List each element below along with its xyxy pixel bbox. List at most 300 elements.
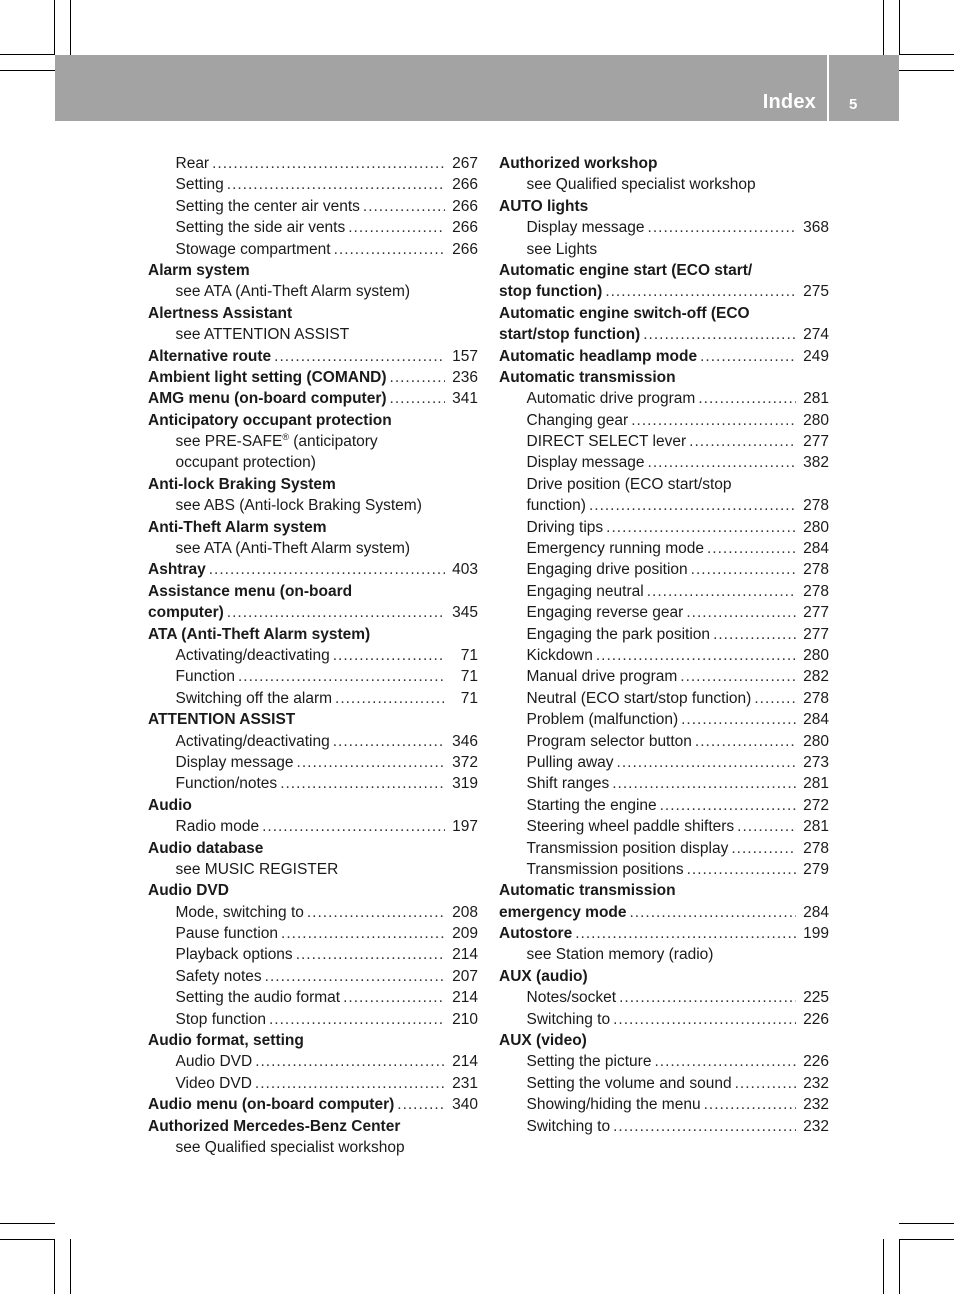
dot-leader — [269, 1009, 445, 1030]
index-entry-text: Activating/deactivating — [175, 732, 330, 750]
index-entry-text: Authorized workshop — [499, 155, 658, 172]
index-page-ref: 277 — [803, 433, 829, 451]
dot-leader — [333, 731, 445, 752]
index-entry-text: Alarm system — [148, 261, 250, 279]
index-entry — [499, 303, 829, 324]
dot-leader — [735, 1073, 796, 1094]
dot-leader — [648, 452, 796, 473]
index-page-ref: 232 — [803, 1096, 829, 1114]
index-entry-text: see ABS (Anti-lock Braking System) — [175, 497, 422, 515]
dot-leader — [686, 602, 796, 623]
index-page-ref: 319 — [452, 775, 478, 793]
dot-leader — [605, 281, 796, 302]
index-entry — [148, 474, 478, 495]
index-entry-text: Switching to — [526, 1010, 611, 1028]
dot-leader — [731, 838, 796, 859]
dot-leader — [707, 538, 796, 559]
index-entry — [499, 153, 829, 174]
index-page-ref: 71 — [460, 668, 478, 686]
index-entry — [148, 816, 478, 837]
index-page-ref: 266 — [452, 197, 478, 215]
index-entry — [148, 902, 478, 923]
index-entry — [148, 346, 478, 367]
index-entry-text: Assistance menu (on-board — [148, 582, 353, 600]
crop-mark — [899, 70, 954, 71]
index-entry-text: Automatic engine start (ECO start/ — [499, 261, 753, 279]
index-entry-text: Transmission position display — [526, 839, 729, 857]
index-entry — [499, 859, 829, 880]
index-entry-text: DIRECT SELECT lever — [526, 433, 687, 451]
index-page-ref: 284 — [803, 711, 829, 729]
index-page-ref: 340 — [452, 1096, 478, 1114]
index-entry — [148, 773, 478, 794]
index-page-ref: 231 — [452, 1074, 478, 1092]
index-page-ref: 281 — [803, 818, 829, 836]
index-entry-text: Engaging the park position — [526, 625, 711, 643]
index-page-ref: 249 — [803, 347, 829, 365]
index-entry — [148, 731, 478, 752]
index-entry — [148, 517, 478, 538]
index-entry — [499, 431, 829, 452]
dot-leader — [612, 773, 796, 794]
index-page-ref: 232 — [803, 1117, 829, 1135]
index-entry-text: Autostore — [499, 925, 573, 943]
index-entry — [148, 452, 478, 473]
dot-leader — [613, 1009, 796, 1030]
index-entry-text: Emergency running mode — [526, 540, 704, 558]
index-entry — [148, 239, 478, 260]
index-entry — [148, 196, 478, 217]
dot-leader — [335, 688, 445, 709]
index-entry-text: Authorized Mercedes-Benz Center — [148, 1117, 401, 1135]
index-entry — [148, 666, 478, 687]
index-entry-text: Steering wheel paddle shifters — [526, 818, 735, 836]
index-entry-text: Video DVD — [175, 1074, 252, 1092]
index-page-ref: 281 — [803, 390, 829, 408]
index-entry-text: Problem (malfunction) — [526, 711, 679, 729]
index-page-ref: 346 — [452, 732, 478, 750]
index-page-ref: 278 — [803, 839, 829, 857]
dot-leader — [680, 666, 796, 687]
dot-leader — [274, 346, 445, 367]
index-entry — [148, 1073, 478, 1094]
index-entry — [148, 410, 478, 431]
index-entry-text: Automatic drive program — [526, 390, 696, 408]
dot-leader — [698, 388, 796, 409]
dot-leader — [695, 731, 796, 752]
index-entry-text: see Lights — [526, 240, 598, 258]
index-entry — [499, 452, 829, 473]
crop-mark — [899, 54, 954, 55]
index-entry — [148, 367, 478, 388]
index-entry — [148, 153, 478, 174]
dot-leader — [654, 1051, 796, 1072]
index-entry — [148, 1116, 478, 1137]
index-entry — [499, 838, 829, 859]
index-entry-text: Audio menu (on-board computer) — [148, 1096, 395, 1114]
index-entry-text: Rear — [175, 155, 210, 172]
dot-leader — [343, 987, 445, 1008]
index-page-ref: 157 — [452, 347, 478, 365]
index-page-ref: 341 — [452, 390, 478, 408]
dot-leader — [397, 1094, 445, 1115]
index-entry-text: Pause function — [175, 925, 279, 943]
index-entry — [499, 902, 829, 923]
index-entry-text: Showing/hiding the menu — [526, 1096, 701, 1114]
index-page-ref: 281 — [803, 775, 829, 793]
dot-leader — [596, 645, 796, 666]
crop-mark — [70, 1239, 71, 1294]
index-entry-text: Display message — [175, 753, 294, 771]
index-page-ref: 236 — [452, 368, 478, 386]
index-page-ref: 403 — [452, 561, 478, 579]
index-entry-text: computer) — [148, 604, 224, 622]
dot-leader — [390, 388, 445, 409]
dot-leader — [296, 944, 445, 965]
dot-leader — [689, 431, 796, 452]
index-entry — [499, 752, 829, 773]
index-entry-text: see PRE-SAFE® (anticipatory — [175, 431, 378, 451]
index-entry — [499, 880, 829, 901]
dot-leader — [700, 346, 796, 367]
dot-leader — [631, 410, 796, 431]
index-entry-text: Notes/socket — [526, 989, 617, 1007]
index-entry — [148, 645, 478, 666]
index-entry — [148, 324, 478, 345]
header-divider — [827, 55, 829, 121]
index-entry — [148, 688, 478, 709]
index-entry-text: Anti-lock Braking System — [148, 475, 336, 493]
dot-leader — [262, 816, 445, 837]
index-entry-text: Drive position (ECO start/stop — [526, 475, 732, 493]
index-page-ref: 209 — [452, 925, 478, 943]
index-entry — [148, 752, 478, 773]
index-entry — [148, 859, 478, 880]
index-entry — [148, 495, 478, 516]
dot-leader — [630, 902, 797, 923]
dot-leader — [348, 217, 445, 238]
dot-leader — [687, 859, 796, 880]
index-entry-text: Ashtray — [148, 561, 206, 579]
dot-leader — [238, 666, 445, 687]
index-entry — [148, 388, 478, 409]
index-entry-text: see ATA (Anti-Theft Alarm system) — [175, 540, 411, 558]
index-entry-text: Audio DVD — [175, 1053, 253, 1071]
index-entry-text: Display message — [526, 219, 645, 237]
index-page-ref: 71 — [460, 646, 478, 664]
dot-leader — [681, 709, 796, 730]
index-page-ref: 274 — [803, 326, 829, 344]
index-entry-text: Audio — [148, 796, 192, 814]
index-entry — [148, 1137, 478, 1158]
index-entry — [499, 966, 829, 987]
index-entry — [499, 559, 829, 580]
index-entry-text: Alertness Assistant — [148, 304, 293, 322]
index-entry — [499, 709, 829, 730]
index-entry — [499, 217, 829, 238]
index-page-ref: 284 — [803, 903, 829, 921]
index-entry — [148, 795, 478, 816]
index-entry — [499, 923, 829, 944]
index-entry-text: Playback options — [175, 946, 293, 964]
index-entry — [148, 559, 478, 580]
index-page-ref: 214 — [452, 946, 478, 964]
index-entry-text: see MUSIC REGISTER — [175, 860, 339, 878]
index-entry — [148, 1009, 478, 1030]
index-entry-text: Switching to — [526, 1117, 611, 1135]
dot-leader — [227, 174, 445, 195]
index-page-ref: 284 — [803, 540, 829, 558]
index-page-ref: 266 — [452, 176, 478, 194]
index-entry-text: Audio format, setting — [148, 1032, 304, 1050]
index-entry-text: Engaging drive position — [526, 561, 688, 579]
page-number: 5 — [849, 96, 858, 113]
index-entry-text: AUTO lights — [499, 197, 589, 215]
index-page-ref: 273 — [803, 753, 829, 771]
dot-leader — [754, 688, 796, 709]
dot-leader — [334, 239, 445, 260]
dot-leader — [265, 966, 445, 987]
dot-leader — [280, 773, 445, 794]
dot-leader — [281, 923, 445, 944]
index-entry — [148, 174, 478, 195]
index-entry-text: ATTENTION ASSIST — [148, 711, 296, 729]
dot-leader — [209, 559, 445, 580]
dot-leader — [297, 752, 445, 773]
index-page-ref: 197 — [452, 818, 478, 836]
index-entry — [148, 1051, 478, 1072]
index-entry-text: see ATA (Anti-Theft Alarm system) — [175, 283, 411, 301]
dot-leader — [613, 1116, 796, 1137]
index-entry-text: ATA (Anti-Theft Alarm system) — [148, 625, 371, 643]
index-entry-text: Alternative route — [148, 347, 272, 365]
dot-leader — [589, 495, 796, 516]
index-page-ref: 267 — [452, 155, 478, 172]
index-page-ref: 277 — [803, 625, 829, 643]
index-entry — [148, 880, 478, 901]
index-entry-text: Pulling away — [526, 753, 614, 771]
index-page-ref: 345 — [452, 604, 478, 622]
index-entry — [148, 987, 478, 1008]
dot-leader — [363, 196, 445, 217]
crop-mark — [899, 0, 900, 55]
index-entry-text: Automatic engine switch-off (ECO — [499, 304, 750, 322]
crop-mark — [899, 1223, 954, 1224]
index-page-ref: 280 — [803, 411, 829, 429]
index-entry-text: Manual drive program — [526, 668, 678, 686]
index-entry-text: AUX (video) — [499, 1032, 587, 1050]
index-entry — [499, 795, 829, 816]
index-entry-text: Display message — [526, 454, 645, 472]
dot-leader — [643, 324, 796, 345]
crop-mark — [0, 1223, 55, 1224]
index-entry — [148, 1030, 478, 1051]
index-entry-text: AMG menu (on-board computer) — [148, 390, 387, 408]
index-entry-text: Program selector button — [526, 732, 692, 750]
crop-mark — [883, 1239, 884, 1294]
index-page-ref: 225 — [803, 989, 829, 1007]
index-entry-text: see Station memory (radio) — [526, 946, 714, 964]
index-page-ref: 210 — [452, 1010, 478, 1028]
index-entry — [499, 602, 829, 623]
index-entry-text: Switching off the alarm — [175, 689, 333, 707]
index-entry-text: start/stop function) — [499, 326, 641, 344]
index-entry — [499, 1116, 829, 1137]
index-entry — [499, 281, 829, 302]
index-page-ref: 280 — [803, 646, 829, 664]
index-entry — [148, 1094, 478, 1115]
index-entry-text: Engaging neutral — [526, 582, 644, 600]
index-entry-text: Anticipatory occupant protection — [148, 411, 392, 429]
index-page-ref: 278 — [803, 561, 829, 579]
index-entry-text: Audio DVD — [148, 882, 229, 900]
index-entry — [499, 260, 829, 281]
index-entry — [499, 367, 829, 388]
index-entry-text: Stop function — [175, 1010, 266, 1028]
index-entry-text: Anti-Theft Alarm system — [148, 518, 327, 536]
index-page-ref: 282 — [803, 668, 829, 686]
index-page-ref: 208 — [452, 903, 478, 921]
index-entry — [148, 923, 478, 944]
index-entry-text: Changing gear — [526, 411, 629, 429]
dot-leader — [713, 624, 796, 645]
dot-leader — [647, 581, 796, 602]
index-entry-text: Setting the picture — [526, 1053, 652, 1071]
index-page-ref: 232 — [803, 1074, 829, 1092]
index-entry — [499, 731, 829, 752]
index-entry-text: emergency mode — [499, 903, 627, 921]
index-entry-text: Ambient light setting (COMAND) — [148, 368, 387, 386]
index-entry — [499, 1030, 829, 1051]
index-entry — [148, 260, 478, 281]
dot-leader — [390, 367, 445, 388]
dot-leader — [212, 153, 445, 174]
index-entry — [499, 196, 829, 217]
dot-leader — [333, 645, 445, 666]
dot-leader — [619, 987, 796, 1008]
index-entry — [499, 581, 829, 602]
index-page-ref: 368 — [803, 219, 829, 237]
crop-mark — [54, 0, 55, 55]
index-entry-text: Audio database — [148, 839, 264, 857]
index-entry — [499, 239, 829, 260]
dot-leader — [255, 1051, 445, 1072]
index-entry-text: function) — [526, 497, 586, 515]
index-entry — [499, 1051, 829, 1072]
index-entry — [499, 645, 829, 666]
index-entry-text: Automatic transmission — [499, 368, 676, 386]
crop-mark — [0, 1239, 55, 1240]
index-page-ref: 382 — [803, 454, 829, 472]
index-page-ref: 214 — [452, 989, 478, 1007]
index-entry — [499, 987, 829, 1008]
index-entry — [148, 709, 478, 730]
index-entry-text: see ATTENTION ASSIST — [175, 326, 350, 344]
index-entry — [499, 324, 829, 345]
dot-leader — [227, 602, 445, 623]
index-entry — [148, 281, 478, 302]
index-entry — [148, 944, 478, 965]
index-entry-text: stop function) — [499, 283, 603, 301]
index-entry-text: Safety notes — [175, 967, 262, 985]
crop-mark — [70, 0, 71, 55]
crop-mark — [0, 54, 55, 55]
index-page-ref: 277 — [803, 604, 829, 622]
dot-leader — [575, 923, 796, 944]
index-entry-text: Automatic transmission — [499, 882, 676, 900]
index-entry — [148, 838, 478, 859]
index-page-ref: 266 — [452, 219, 478, 237]
index-page-ref: 266 — [452, 240, 478, 258]
crop-mark — [883, 0, 884, 55]
dot-leader — [606, 517, 796, 538]
index-entry-text: Engaging reverse gear — [526, 604, 684, 622]
index-entry-text: Shift ranges — [526, 775, 610, 793]
index-entry — [148, 602, 478, 623]
index-entry — [148, 303, 478, 324]
index-page-ref: 226 — [803, 1010, 829, 1028]
index-entry-text: Setting — [175, 176, 224, 194]
dot-leader — [307, 902, 445, 923]
index-entry-text: see Qualified specialist workshop — [526, 176, 756, 194]
index-page-ref: 278 — [803, 497, 829, 515]
index-entry-text: Kickdown — [526, 646, 593, 664]
index-page-ref: 275 — [803, 283, 829, 301]
dot-leader — [704, 1094, 796, 1115]
index-entry-text: see Qualified specialist workshop — [175, 1138, 405, 1156]
index-entry-text: Automatic headlamp mode — [499, 347, 698, 365]
index-entry — [499, 773, 829, 794]
index-entry-text: Stowage compartment — [175, 240, 331, 258]
index-page-ref: 207 — [452, 967, 478, 985]
dot-leader — [255, 1073, 445, 1094]
index-page-ref: 71 — [460, 689, 478, 707]
index-entry-text: Mode, switching to — [175, 903, 304, 921]
index-entry — [148, 581, 478, 602]
dot-leader — [660, 795, 796, 816]
index-page-ref: 226 — [803, 1053, 829, 1071]
index-page-ref: 280 — [803, 732, 829, 750]
index-entry — [148, 624, 478, 645]
index-entry — [499, 688, 829, 709]
index-entry — [499, 816, 829, 837]
index-entry — [499, 1094, 829, 1115]
page-title: Index — [762, 91, 816, 113]
index-entry — [499, 1009, 829, 1030]
index-page-ref: 280 — [803, 518, 829, 536]
index-page-ref: 199 — [803, 925, 829, 943]
index-entry-text: Driving tips — [526, 518, 604, 536]
index-entry — [499, 944, 829, 965]
index-entry-text: occupant protection) — [175, 454, 316, 472]
index-entry-text: Setting the audio format — [175, 989, 341, 1007]
index-column-left — [148, 153, 478, 1158]
index-entry — [148, 431, 478, 452]
index-page-ref: 278 — [803, 582, 829, 600]
index-entry — [499, 517, 829, 538]
index-entry — [499, 1073, 829, 1094]
index-entry-text: Setting the center air vents — [175, 197, 360, 215]
index-entry-text: Function — [175, 668, 235, 686]
index-entry — [499, 474, 829, 495]
index-entry — [499, 174, 829, 195]
index-page-ref: 278 — [803, 689, 829, 707]
index-entry — [499, 538, 829, 559]
index-page-ref: 279 — [803, 860, 829, 878]
index-entry — [148, 966, 478, 987]
index-column-right — [499, 153, 829, 1137]
index-entry — [499, 388, 829, 409]
